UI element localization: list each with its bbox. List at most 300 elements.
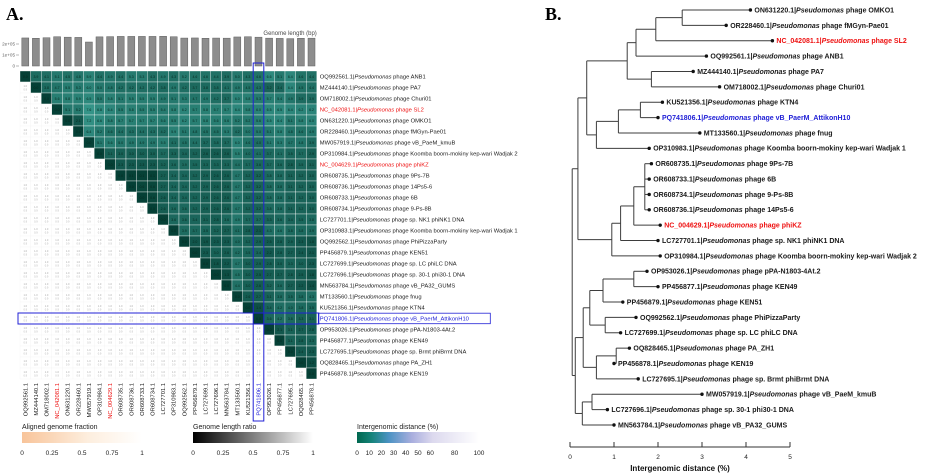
heatmap-cell-value: 3.8 xyxy=(44,85,49,90)
aligned-fraction-value: 1.0 xyxy=(65,293,70,297)
length-ratio-value: 0.9 xyxy=(150,352,155,356)
aligned-fraction-value: 1.0 xyxy=(214,315,218,319)
length-ratio-value: 0.9 xyxy=(44,374,49,378)
tree-tip-dot xyxy=(634,316,637,319)
heatmap-cell-value: 4.0 xyxy=(256,140,261,145)
aligned-fraction-value: 1.0 xyxy=(55,216,59,220)
legend-title: Genome length ratio xyxy=(193,424,257,431)
length-ratio-value: 0.9 xyxy=(55,198,59,202)
length-ratio-value: 0.9 xyxy=(76,330,81,334)
tree-tip-dot xyxy=(656,116,659,119)
aligned-fraction-value: 1.0 xyxy=(108,348,112,352)
heatmap-cell-value: 3.7 xyxy=(224,140,230,145)
length-ratio-value: 0.9 xyxy=(129,363,134,367)
aligned-fraction-value: 1.0 xyxy=(55,117,59,121)
aligned-fraction-value: 1.0 xyxy=(44,315,49,319)
length-ratio-value: 0.9 xyxy=(34,363,38,367)
length-ratio-value: 0.9 xyxy=(161,253,165,257)
tree-tip-dot xyxy=(612,362,615,365)
heatmap-cell-value: 2.7 xyxy=(266,272,272,277)
heatmap-cell-value: 5.8 xyxy=(107,96,113,101)
heatmap-cell-value: 0.0 xyxy=(287,349,293,354)
aligned-fraction-value: 1.0 xyxy=(203,315,208,319)
genome-length-bar-chart xyxy=(2,31,317,69)
tree-tip-dot xyxy=(648,193,651,196)
length-ratio-value: 0.9 xyxy=(65,231,70,235)
heatmap-cell-value: 3.3 xyxy=(287,261,293,266)
heatmap-col-label: PQ741806.1 xyxy=(256,383,263,416)
length-ratio-value: 0.9 xyxy=(76,341,81,345)
length-ratio-value: 0.9 xyxy=(23,110,28,114)
aligned-fraction-value: 1.0 xyxy=(76,282,81,286)
aligned-fraction-value: 1.0 xyxy=(76,205,81,209)
aligned-fraction-value: 1.0 xyxy=(140,205,144,209)
genome-length-bar xyxy=(32,38,39,66)
heatmap-cell-value: 5.1 xyxy=(277,74,283,79)
length-ratio-value: 0.9 xyxy=(23,209,28,213)
heatmap-cell-value: 5.7 xyxy=(139,118,145,123)
heatmap-cell-value: 4.5 xyxy=(234,272,240,277)
heatmap-col-label: PP456877.1 xyxy=(277,383,284,415)
aligned-fraction-value: 1.0 xyxy=(65,172,70,176)
length-ratio-value: 0.9 xyxy=(150,231,155,235)
aligned-fraction-value: 1.0 xyxy=(65,128,70,132)
aligned-fraction-value: 1.0 xyxy=(108,337,112,341)
length-ratio-value: 0.9 xyxy=(214,308,218,312)
length-ratio-value: 0.9 xyxy=(87,275,91,279)
aligned-fraction-value: 1.0 xyxy=(118,260,123,264)
aligned-fraction-value: 1.0 xyxy=(224,315,229,319)
length-ratio-value: 0.9 xyxy=(34,132,38,136)
aligned-fraction-value: 1.0 xyxy=(118,293,123,297)
length-ratio-value: 0.9 xyxy=(97,352,102,356)
heatmap-cell-value: 3.8 xyxy=(266,195,272,200)
tree-tip-label: OQ828465.1|Pseudomonas phage PA_ZH1 xyxy=(633,345,775,353)
heatmap-cell-value: 4.9 xyxy=(139,140,145,145)
length-ratio-value: 0.9 xyxy=(34,275,38,279)
heatmap-cell-value: 3.1 xyxy=(309,162,314,167)
heatmap-cell-value: 5.3 xyxy=(128,74,134,79)
heatmap-cell-value: 4.2 xyxy=(213,96,219,101)
heatmap-cell-value: 2.1 xyxy=(75,118,81,123)
length-ratio-value: 0.9 xyxy=(44,110,49,114)
aligned-fraction-value: 1.0 xyxy=(34,117,38,121)
aligned-fraction-value: 1.0 xyxy=(76,359,81,363)
tree-tip-label: PQ741806.1|Pseudomonas phage vB_PaerM_AttikonH10 xyxy=(662,114,851,122)
length-ratio-value: 0.9 xyxy=(55,308,59,312)
length-ratio-value: 0.9 xyxy=(23,242,28,246)
length-ratio-value: 0.9 xyxy=(118,374,123,378)
aligned-fraction-value: 1.0 xyxy=(246,315,250,319)
length-ratio-value: 0.9 xyxy=(44,341,49,345)
aligned-fraction-value: 1.0 xyxy=(76,150,81,154)
aligned-fraction-value: 1.0 xyxy=(171,260,176,264)
aligned-fraction-value: 1.0 xyxy=(97,227,102,231)
length-ratio-value: 0.9 xyxy=(161,341,165,345)
length-ratio-value: 0.9 xyxy=(97,165,102,169)
length-ratio-value: 0.9 xyxy=(87,363,91,367)
aligned-fraction-value: 1.0 xyxy=(34,293,38,297)
heatmap-cell-value: 1.8 xyxy=(309,239,314,244)
heatmap-cell-value: 3.2 xyxy=(266,283,272,288)
aligned-fraction-value: 1.0 xyxy=(34,370,38,374)
heatmap-cell-value: 5.5 xyxy=(118,107,124,112)
aligned-fraction-value: 1.0 xyxy=(23,128,28,132)
aligned-fraction-value: 1.0 xyxy=(34,183,38,187)
aligned-fraction-value: 1.0 xyxy=(44,359,49,363)
length-ratio-value: 0.9 xyxy=(150,341,155,345)
heatmap-row-label: OR608736.1|Pseudomonas phage 14Ps5-6 xyxy=(319,184,433,191)
heatmap-cell-value: 3.0 xyxy=(213,250,219,255)
heatmap-cell-value: 2.3 xyxy=(203,250,208,255)
heatmap-cell-value: 4.4 xyxy=(97,74,102,79)
length-ratio-value: 0.9 xyxy=(44,308,49,312)
heatmap-row-label: OR608735.1|Pseudomonas phage 9Ps-7B xyxy=(319,173,430,180)
genome-length-bar xyxy=(244,37,251,66)
length-ratio-value: 0.9 xyxy=(214,374,218,378)
length-ratio-value: 0.9 xyxy=(34,352,38,356)
genome-length-bar xyxy=(160,36,167,66)
heatmap-cell-value: 5.0 xyxy=(245,129,251,134)
heatmap-cell-value: 6.4 xyxy=(107,107,113,112)
genome-length-bar xyxy=(85,42,92,66)
length-ratio-value: 0.9 xyxy=(87,176,91,180)
length-ratio-value: 0.9 xyxy=(87,319,91,323)
tree-tip-label: KU521356.1|Pseudomonas phage KTN4 xyxy=(666,99,799,107)
aligned-fraction-value: 1.0 xyxy=(65,205,70,209)
heatmap-cell-value: 3.2 xyxy=(245,239,251,244)
aligned-fraction-value: 1.0 xyxy=(108,260,112,264)
length-ratio-value: 0.9 xyxy=(108,319,112,323)
length-ratio-value: 0.9 xyxy=(267,363,271,367)
length-ratio-value: 0.9 xyxy=(171,253,176,257)
length-ratio-value: 0.9 xyxy=(246,374,250,378)
heatmap-cell-value: 4.3 xyxy=(266,228,272,233)
heatmap-row-label: LC727699.1|Pseudomonas phage sp. LC phiLC DNA xyxy=(319,261,457,268)
heatmap-cell-value: 3.8 xyxy=(277,195,283,200)
length-ratio-value: 0.9 xyxy=(87,187,91,191)
length-ratio-value: 0.9 xyxy=(23,275,28,279)
aligned-fraction-value: 1.0 xyxy=(182,326,187,330)
aligned-fraction-value: 1.0 xyxy=(65,194,70,198)
heatmap-col-label: MN563784.1 xyxy=(224,383,231,417)
aligned-fraction-value: 1.0 xyxy=(23,249,28,253)
length-ratio-value: 0.9 xyxy=(277,352,282,356)
aligned-fraction-value: 1.0 xyxy=(246,326,250,330)
length-ratio-value: 0.9 xyxy=(193,319,197,323)
length-ratio-value: 0.9 xyxy=(161,374,165,378)
aligned-fraction-value: 1.0 xyxy=(23,84,28,88)
axis-title: Intergenomic distance (%) xyxy=(630,464,730,473)
length-ratio-value: 0.9 xyxy=(76,176,81,180)
aligned-fraction-value: 1.0 xyxy=(55,348,59,352)
heatmap-cell-value: 2.8 xyxy=(287,162,293,167)
heatmap-cell-value: 2.9 xyxy=(203,184,208,189)
length-ratio-value: 0.9 xyxy=(150,275,155,279)
length-ratio-value: 0.9 xyxy=(34,176,38,180)
aligned-fraction-value: 1.0 xyxy=(214,370,218,374)
heatmap-cell-value: 5.8 xyxy=(203,118,208,123)
heatmap-cell-value: 2.7 xyxy=(256,294,261,299)
length-ratio-value: 0.9 xyxy=(44,286,49,290)
length-ratio-value: 0.9 xyxy=(108,341,112,345)
tree-tip-dot xyxy=(700,393,703,396)
heatmap-cell-value: 5.6 xyxy=(256,118,261,123)
heatmap-cell-value: 4.9 xyxy=(171,85,177,90)
genome-length-bar xyxy=(75,37,82,66)
heatmap-cell-value: 3.7 xyxy=(245,217,251,222)
aligned-fraction-value: 1.0 xyxy=(203,370,208,374)
heatmap-cell-value: 5.1 xyxy=(287,118,293,123)
heatmap-cell-value: 5.0 xyxy=(97,85,102,90)
length-ratio-value: 0.9 xyxy=(44,121,49,125)
aligned-fraction-value: 1.0 xyxy=(267,348,271,352)
tree-tip-label: MN563784.1|Pseudomonas phage vB_PA32_GUMS xyxy=(618,422,788,430)
aligned-fraction-value: 1.0 xyxy=(161,304,165,308)
legend xyxy=(20,424,144,457)
heatmap-cell-value: 6.4 xyxy=(277,118,283,123)
length-ratio-value: 0.9 xyxy=(87,231,91,235)
length-ratio-value: 0.9 xyxy=(182,352,187,356)
length-ratio-value: 0.9 xyxy=(55,121,59,125)
length-ratio-value: 0.9 xyxy=(150,330,155,334)
length-ratio-value: 0.9 xyxy=(140,330,144,334)
aligned-fraction-value: 1.0 xyxy=(108,238,112,242)
aligned-fraction-value: 1.0 xyxy=(108,216,112,220)
heatmap-cell-value: 3.0 xyxy=(309,173,314,178)
heatmap-cell-value: 3.1 xyxy=(287,184,293,189)
length-ratio-value: 0.9 xyxy=(129,231,134,235)
length-ratio-value: 0.9 xyxy=(97,176,102,180)
heatmap-cell-value: 4.4 xyxy=(234,283,240,288)
heatmap-cell-value: 3.5 xyxy=(309,305,314,310)
aligned-fraction-value: 1.0 xyxy=(140,216,144,220)
aligned-fraction-value: 1.0 xyxy=(55,359,59,363)
aligned-fraction-value: 1.0 xyxy=(288,370,293,374)
aligned-fraction-value: 1.0 xyxy=(44,139,49,143)
aligned-fraction-value: 1.0 xyxy=(267,359,271,363)
heatmap-cell-value: 4.2 xyxy=(277,316,283,321)
heatmap-cell-value: 4.4 xyxy=(139,129,145,134)
heatmap-cell-value: 4.0 xyxy=(234,239,240,244)
aligned-fraction-value: 1.0 xyxy=(34,238,38,242)
heatmap-cell-value: 3.1 xyxy=(287,173,293,178)
aligned-fraction-value: 1.0 xyxy=(256,337,261,341)
length-ratio-value: 0.9 xyxy=(129,308,134,312)
legend-tick-label: 100 xyxy=(473,450,485,457)
aligned-fraction-value: 1.0 xyxy=(55,161,59,165)
heatmap-cell-value: 2.6 xyxy=(213,195,219,200)
length-ratio-value: 0.9 xyxy=(118,275,123,279)
heatmap-row-label: PQ741806.1|Pseudomonas phage vB_PaerM_AttikonH10 xyxy=(319,316,469,323)
heatmap-cell-value: 2.6 xyxy=(213,151,219,156)
aligned-fraction-value: 1.0 xyxy=(203,326,208,330)
aligned-fraction-value: 1.0 xyxy=(150,370,155,374)
heatmap-cell-value: 3.8 xyxy=(203,85,208,90)
length-ratio-value: 0.9 xyxy=(129,352,134,356)
aligned-fraction-value: 1.0 xyxy=(44,304,49,308)
length-ratio-value: 0.9 xyxy=(150,363,155,367)
heatmap-cell-value: 2.8 xyxy=(298,338,304,343)
axis-tick-label: 0 xyxy=(568,454,572,461)
axis-tick-label: 2 xyxy=(656,454,660,461)
aligned-fraction-value: 1.0 xyxy=(193,260,197,264)
aligned-fraction-value: 1.0 xyxy=(97,161,102,165)
length-ratio-value: 0.9 xyxy=(182,275,187,279)
length-ratio-value: 0.9 xyxy=(65,176,70,180)
length-ratio-value: 0.9 xyxy=(34,242,38,246)
aligned-fraction-value: 1.0 xyxy=(55,205,59,209)
length-ratio-value: 0.9 xyxy=(108,264,112,268)
heatmap-cell-value: 4.4 xyxy=(118,74,124,79)
heatmap-cell-value: 1.3 xyxy=(224,272,230,277)
aligned-fraction-value: 1.0 xyxy=(193,293,197,297)
aligned-fraction-value: 1.0 xyxy=(193,271,197,275)
length-ratio-value: 0.9 xyxy=(108,242,112,246)
heatmap-cell-value: 0.0 xyxy=(65,118,71,123)
heatmap-cell-value: 2.2 xyxy=(224,261,230,266)
heatmap-cell-value: 4.4 xyxy=(213,74,219,79)
aligned-fraction-value: 1.0 xyxy=(34,337,38,341)
heatmap-cell-value: 4.3 xyxy=(150,129,155,134)
length-ratio-value: 0.9 xyxy=(65,220,70,224)
aligned-fraction-value: 1.0 xyxy=(87,150,91,154)
aligned-fraction-value: 1.0 xyxy=(150,315,155,319)
heatmap-cell-value: 4.1 xyxy=(277,151,283,156)
heatmap-cell-value: 5.5 xyxy=(128,96,134,101)
length-ratio-value: 0.9 xyxy=(34,154,38,158)
heatmap-cell-value: 5.7 xyxy=(128,118,134,123)
heatmap-cell-value: 4.4 xyxy=(234,162,240,167)
legend-tick-label: 60 xyxy=(426,450,434,457)
heatmap-cell-value: 5.8 xyxy=(171,107,177,112)
heatmap-cell-value: 4.6 xyxy=(298,129,304,134)
length-ratio-value: 0.9 xyxy=(55,154,59,158)
aligned-fraction-value: 1.0 xyxy=(44,271,49,275)
heatmap-col-label: OR608734.1 xyxy=(150,383,157,416)
aligned-fraction-value: 1.0 xyxy=(150,249,155,253)
heatmap-cell-value: 3.2 xyxy=(298,195,304,200)
aligned-fraction-value: 1.0 xyxy=(55,271,59,275)
length-ratio-value: 0.9 xyxy=(203,297,208,301)
aligned-fraction-value: 1.0 xyxy=(108,359,112,363)
length-ratio-value: 0.9 xyxy=(65,308,70,312)
length-ratio-value: 0.9 xyxy=(118,286,123,290)
length-ratio-value: 0.9 xyxy=(140,341,144,345)
heatmap-cell-value: 3.7 xyxy=(203,140,208,145)
heatmap-cell-value: 0.0 xyxy=(277,338,283,343)
aligned-fraction-value: 1.0 xyxy=(108,282,112,286)
aligned-fraction-value: 1.0 xyxy=(23,271,28,275)
aligned-fraction-value: 1.0 xyxy=(97,348,102,352)
length-ratio-value: 0.9 xyxy=(76,242,81,246)
heatmap-cell-value: 3.6 xyxy=(171,206,177,211)
length-ratio-value: 0.9 xyxy=(129,209,134,213)
heatmap-cell-value: 5.5 xyxy=(150,107,155,112)
aligned-fraction-value: 1.0 xyxy=(140,326,144,330)
heatmap-cell-value: 5.1 xyxy=(118,96,124,101)
heatmap-cell-value: 4.9 xyxy=(128,140,134,145)
heatmap-cell-value: 4.2 xyxy=(234,129,240,134)
heatmap-cell-value: 2.3 xyxy=(309,349,314,354)
length-ratio-value: 0.9 xyxy=(34,330,38,334)
length-ratio-value: 0.9 xyxy=(55,264,59,268)
aligned-fraction-value: 1.0 xyxy=(193,370,197,374)
aligned-fraction-value: 1.0 xyxy=(87,194,91,198)
length-ratio-value: 0.9 xyxy=(23,374,28,378)
aligned-fraction-value: 1.0 xyxy=(23,117,28,121)
length-ratio-value: 0.9 xyxy=(76,264,81,268)
length-ratio-value: 0.9 xyxy=(65,198,70,202)
length-ratio-value: 0.9 xyxy=(118,341,123,345)
legend-tick-label: 40 xyxy=(402,450,410,457)
length-ratio-value: 0.9 xyxy=(203,275,208,279)
tree-tip-dot xyxy=(659,223,662,226)
length-ratio-value: 0.9 xyxy=(23,165,28,169)
length-ratio-value: 0.9 xyxy=(108,374,112,378)
heatmap-cell-value: 2.6 xyxy=(213,173,219,178)
aligned-fraction-value: 1.0 xyxy=(246,370,250,374)
heatmap-col-label: NC_042081.1 xyxy=(55,383,62,419)
heatmap-cell-value: 0.0 xyxy=(256,316,261,321)
heatmap-cell-value: 3.2 xyxy=(298,173,304,178)
heatmap-cell-value: 5.7 xyxy=(192,107,198,112)
heatmap-cell-value: 4.2 xyxy=(118,85,124,90)
length-ratio-value: 0.9 xyxy=(76,220,81,224)
bar-axis-tick-label: 1e+05 xyxy=(2,52,15,58)
aligned-fraction-value: 1.0 xyxy=(224,326,229,330)
length-ratio-value: 0.9 xyxy=(55,330,59,334)
heatmap-cell-value: 3.2 xyxy=(245,206,251,211)
length-ratio-value: 0.9 xyxy=(65,154,70,158)
aligned-fraction-value: 1.0 xyxy=(118,238,123,242)
aligned-fraction-value: 1.0 xyxy=(150,271,155,275)
length-ratio-value: 0.9 xyxy=(97,341,102,345)
length-ratio-value: 0.9 xyxy=(97,275,102,279)
heatmap-col-label: NC_004629.1 xyxy=(108,383,115,419)
heatmap-cell-value: 3.8 xyxy=(160,85,166,90)
aligned-fraction-value: 1.0 xyxy=(65,304,70,308)
heatmap-cell-value: 7.6 xyxy=(86,107,92,112)
heatmap-row-label: OP310984.1|Pseudomonas phage Koomba boorn-mokiny kep-wari Wadjak 2 xyxy=(319,151,518,158)
length-ratio-value: 0.9 xyxy=(44,242,49,246)
heatmap-cell-value: 6.2 xyxy=(181,118,187,123)
aligned-fraction-value: 1.0 xyxy=(55,293,59,297)
length-ratio-value: 0.9 xyxy=(34,99,38,103)
heatmap-row-label: OQ828465.1|Pseudomonas phage PA_ZH1 xyxy=(319,360,433,367)
length-ratio-value: 0.9 xyxy=(140,374,144,378)
length-ratio-value: 0.9 xyxy=(140,297,144,301)
length-ratio-value: 0.9 xyxy=(150,308,155,312)
heatmap-cell-value: 4.8 xyxy=(298,140,304,145)
heatmap-col-label: ON631220.1 xyxy=(65,383,72,416)
aligned-fraction-value: 1.0 xyxy=(34,150,38,154)
heatmap-cell-value: 0.0 xyxy=(22,74,28,79)
length-ratio-value: 0.9 xyxy=(108,231,112,235)
length-ratio-value: 0.9 xyxy=(44,209,49,213)
length-ratio-value: 0.9 xyxy=(235,374,240,378)
heatmap-cell-value: 5.3 xyxy=(75,85,81,90)
heatmap-cell-value: 3.8 xyxy=(266,184,272,189)
aligned-fraction-value: 1.0 xyxy=(76,271,81,275)
length-ratio-value: 0.9 xyxy=(55,286,59,290)
length-ratio-value: 0.9 xyxy=(129,220,134,224)
aligned-fraction-value: 1.0 xyxy=(44,238,49,242)
length-ratio-value: 0.9 xyxy=(118,308,123,312)
aligned-fraction-value: 1.0 xyxy=(34,161,38,165)
aligned-fraction-value: 1.0 xyxy=(193,304,197,308)
heatmap-cell-value: 2.4 xyxy=(298,349,304,354)
